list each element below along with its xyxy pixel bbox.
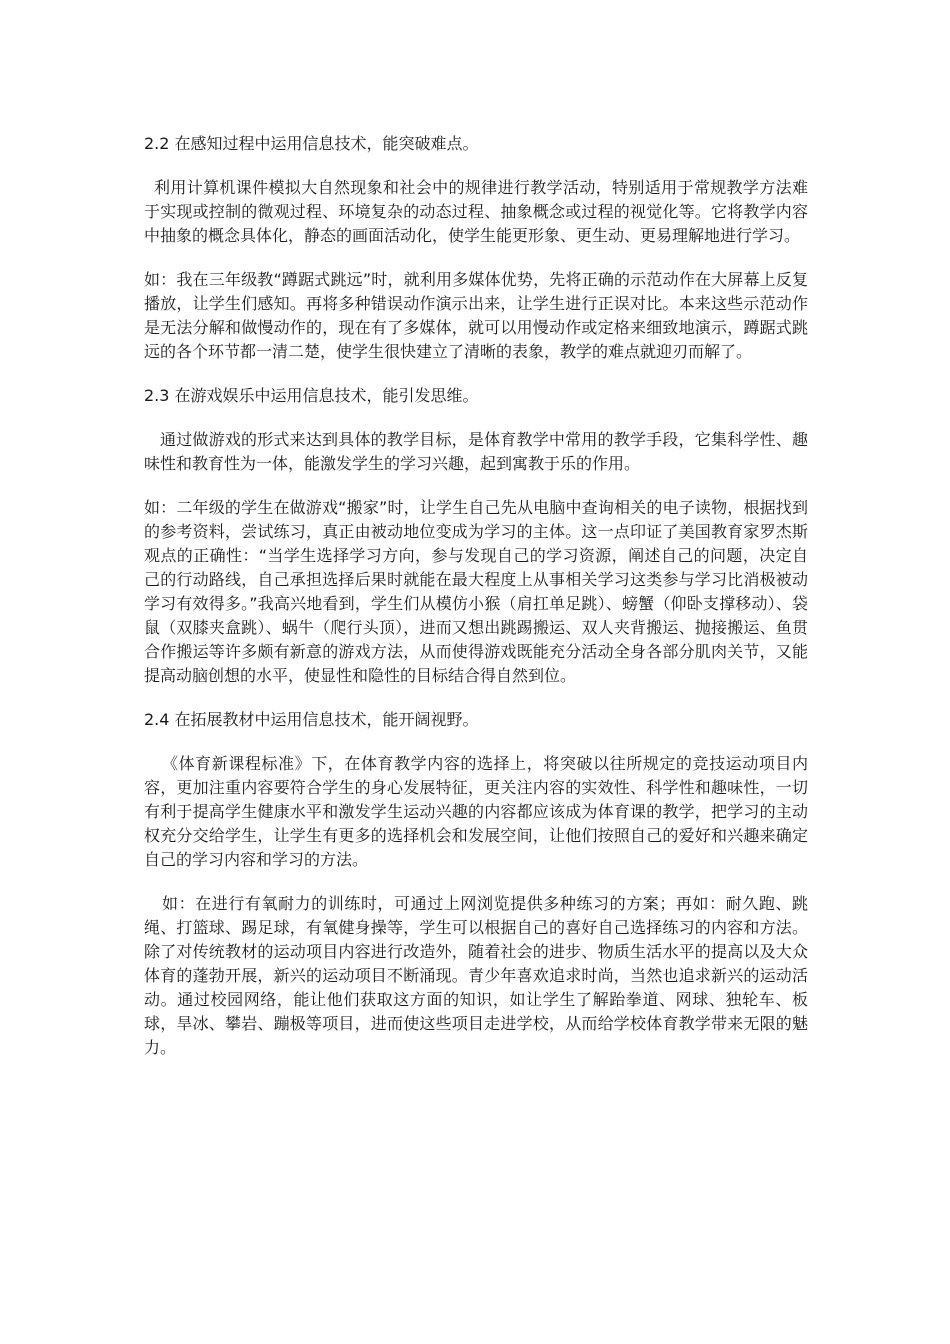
section-2-3-paragraph-1: 通过做游戏的形式来达到具体的教学目标，是体育教学中常用的教学手段，它集科学性、趣味性和教育性为一体，能激发学生的学习兴趣，起到寓教于乐的作用。 — [144, 430, 808, 473]
section-2-2-paragraph-1: 利用计算机课件模拟大自然现象和社会中的规律进行教学活动，特别适用于常规教学方法难于实现或控制的微观过程、环境复杂的动态过程、抽象概念或过程的视觉化等。它将教学内容中抽象的概念具体化，静态的画面活动化，使学生能更形象、更生动、更易理解地进行学习。 — [144, 178, 808, 245]
section-2-3-heading: 2.3 在游戏娱乐中运用信息技术，能引发思维。 — [144, 386, 479, 405]
section-2-4-paragraph-1: 《体育新课程标准》下，在体育教学内容的选择上，将突破以往所规定的竞技运动项目内容，更加注重内容要符合学生的身心发展特征，更关注内容的实效性、科学性和趣味性，一切有利于提高学生健康水平和激发学生运动兴趣的内容都应该成为体育课的教学，把学习的主动权充分交给学生，让学生有更多的选择机会和发展空间，让他们按照自己的爱好和兴趣来确定自己的学习内容和学习的方法。 — [144, 754, 808, 869]
section-2-2-paragraph-2: 如：我在三年级教“蹲踞式跳远”时，就利用多媒体优势，先将正确的示范动作在大屏幕上反复播放，让学生们感知。再将多种错误动作演示出来，让学生进行正误对比。本来这些示范动作是无法分解和做慢动作的，现在有了多媒体，就可以用慢动作或定格来细致地演示，蹲踞式跳远的各个环节都一清二楚，使学生很快建立了清晰的表象，教学的难点就迎刃而解了。 — [144, 270, 808, 361]
section-2-3-paragraph-2: 如：二年级的学生在做游戏“搬家”时，让学生自己先从电脑中查询相关的电子读物，根据找到的参考资料，尝试练习，真正由被动地位变成为学习的主体。这一点印证了美国教育家罗杰斯观点的正确性：“当学生选择学习方向，参与发现自己的学习资源，阐述自己的问题，决定自己的行动路线，自己承担选择后果时就能在最大程度上从事相关学习这类参与学习比消极被动学习有效得多。”我高兴地看到，学生们从模仿小猴（肩扛单足跳）、螃蟹（仰卧支撑移动）、袋鼠（双膝夹盒跳）、蜗牛（爬行头顶），进而又想出跳踢搬运、双人夹背搬运、抛接搬运、鱼贯合作搬运等许多颇有新意的游戏方法，从而使得游戏既能充分活动全身各部分肌肉关节，又能提高动脑创想的水平，使显性和隐性的目标结合得自然到位。 — [144, 498, 808, 685]
section-2-4-heading: 2.4 在拓展教材中运用信息技术，能开阔视野。 — [144, 710, 479, 729]
section-2-4-paragraph-2: 如：在进行有氧耐力的训练时，可通过上网浏览提供多种练习的方案；再如：耐久跑、跳绳、打篮球、踢足球，有氧健身操等，学生可以根据自己的喜好自己选择练习的内容和方法。除了对传统教材的运动项目内容进行改造外，随着社会的进步、物质生活水平的提高以及大众体育的蓬勃开展，新兴的运动项目不断涌现。青少年喜欢追求时尚，当然也追求新兴的运动活动。通过校园网络，能让他们获取这方面的知识，如让学生了解跆拳道、网球、独轮车、板球，旱冰、攀岩、蹦极等项目，进而使这些项目走进学校，从而给学校体育教学带来无限的魅力。 — [144, 894, 808, 1057]
document-body — [144, 132, 808, 1080]
section-2-2-heading: 2.2 在感知过程中运用信息技术，能突破难点。 — [144, 134, 479, 153]
